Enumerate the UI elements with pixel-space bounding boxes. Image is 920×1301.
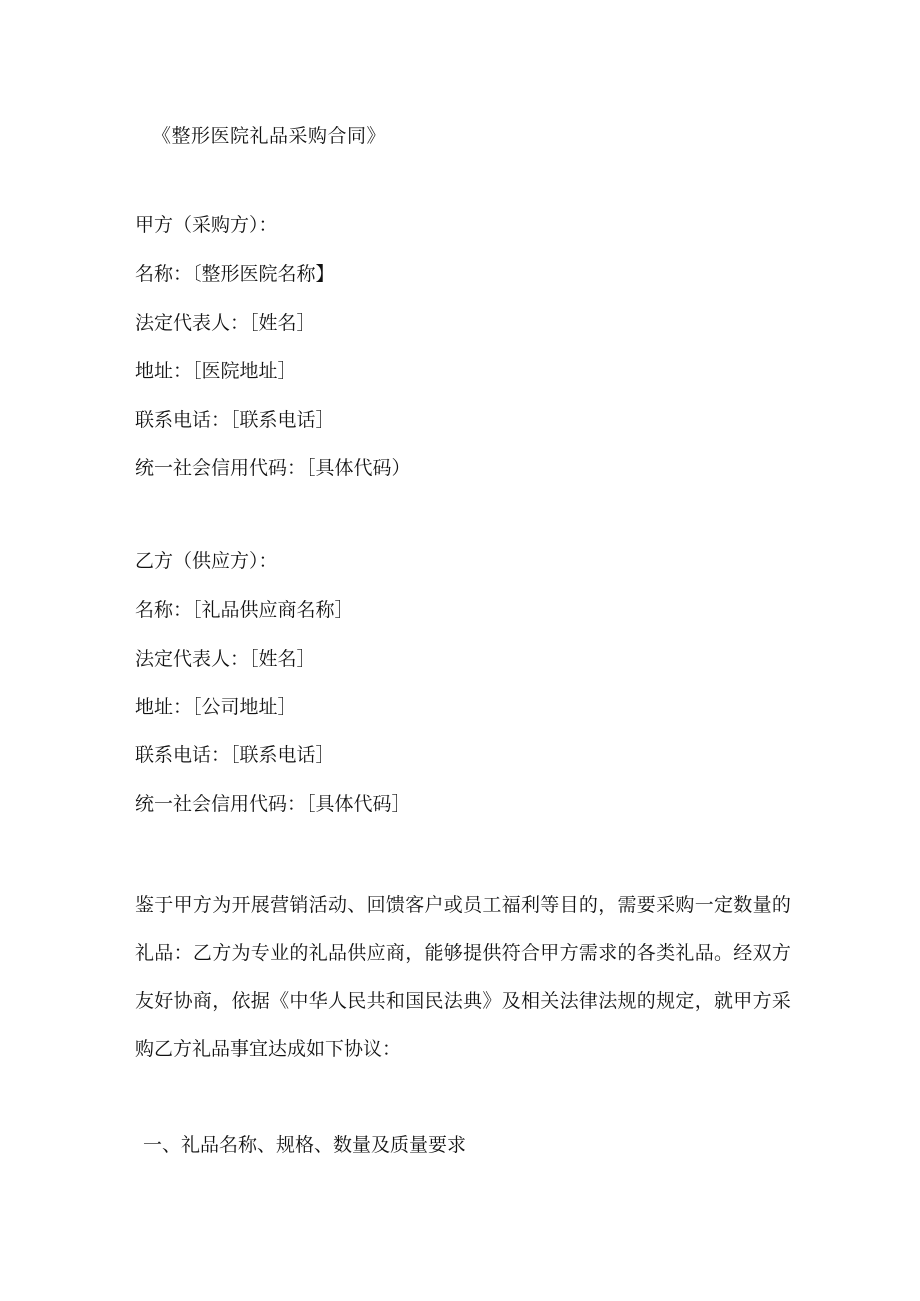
party-a-heading: 甲方（采购方）： [135, 214, 278, 236]
party-b-heading: 乙方（供应方）： [135, 550, 278, 572]
party-b-address: 地址：［公司地址］ [135, 696, 297, 718]
preamble-paragraph [135, 881, 792, 1073]
section-1-heading: 一、礼品名称、规格、数量及质量要求 [143, 1134, 467, 1156]
party-b-credit-code: 统一社会信用代码：［具体代码］ [135, 793, 411, 815]
party-a-address: 地址：［医院地址］ [135, 360, 297, 382]
party-b-phone: 联系电话：［联系电话］ [135, 744, 335, 766]
party-a-credit-code: 统一社会信用代码：［具体代码） [135, 457, 411, 479]
party-b-name: 名称：［礼品供应商名称］ [135, 599, 354, 621]
party-b-legal-rep: 法定代表人：［姓名］ [135, 648, 316, 670]
party-a-name: 名称：〔整形医院名称】 [135, 263, 335, 285]
preamble-line: 礼品：乙方为专业的礼品供应商，能够提供符合甲方需求的各类礼品。经双方 [135, 942, 792, 964]
preamble-line: 友好协商，依据《中华人民共和国民法典》及相关法律法规的规定，就甲方采 [135, 990, 792, 1012]
party-a-phone: 联系电话：［联系电话］ [135, 409, 335, 431]
preamble-line: 鉴于甲方为开展营销活动、回馈客户或员工福利等目的，需要采购一定数量的 [135, 894, 792, 916]
party-a-legal-rep: 法定代表人：［姓名］ [135, 312, 316, 334]
document-title: 《整形医院礼品采购合同》 [152, 125, 387, 147]
preamble-line: 购乙方礼品事宜达成如下协议： [135, 1038, 402, 1060]
